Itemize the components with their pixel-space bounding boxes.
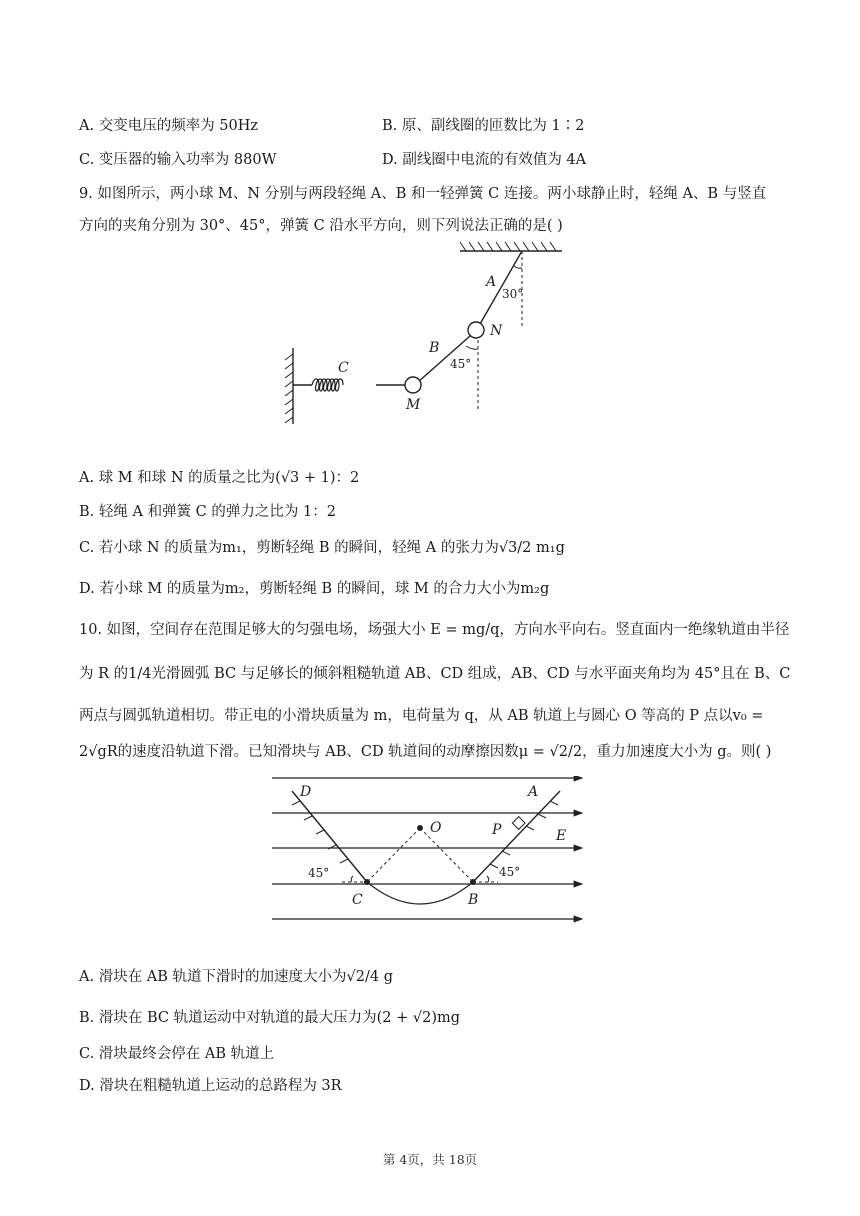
page-footer: 第 4页，共 18页 [382,1152,478,1167]
q10-angle-left: 45° [308,866,330,880]
q9-option-b: B. 轻绳 A 和弹簧 C 的弹力之比为 1：2 [79,504,336,520]
q9-label-b: B [429,340,440,356]
q10-label-e: E [556,828,567,844]
q9-stem-line1: 9. 如图所示，两小球 M、N 分别与两段轻绳 A、B 和一轻弹簧 C 连接。两小球静止时，轻绳 A、B 与竖直 [79,186,767,202]
q9-angle-45: 45° [450,357,472,371]
q10-option-c: C. 滑块最终会停在 AB 轨道上 [79,1046,275,1062]
q8-option-c: C. 变压器的输入功率为 880W [79,152,277,168]
q10-option-a: A. 滑块在 AB 轨道下滑时的加速度大小为√2/4 g [79,969,394,985]
q10-label-p: P [492,822,502,838]
q10-option-d: D. 滑块在粗糙轨道上运动的总路程为 3R [79,1078,342,1094]
q10-label-d: D [300,784,312,800]
q9-option-a: A. 球 M 和球 N 的质量之比为(√3 + 1)：2 [79,470,360,486]
q10-label-b: B [468,892,479,908]
q10-angle-right: 45° [499,865,521,879]
q8-option-b: B. 原、副线圈的匝数比为 1∶2 [382,118,585,134]
q10-stem-line3: 两点与圆弧轨道相切。带正电的小滑块质量为 m，电荷量为 q，从 AB 轨道上与圆心 O 等高的 P 点以v₀ = [79,708,764,724]
q8-option-a: A. 交变电压的频率为 50Hz [79,118,259,134]
q8-option-d: D. 副线圈中电流的有效值为 4A [382,152,587,168]
q10-stem-line1: 10. 如图，空间存在范围足够大的匀强电场，场强大小 E = mg/q，方向水平向右。竖直面内一绝缘轨道由半径 [79,622,790,638]
q10-stem-line2: 为 R 的1/4光滑圆弧 BC 与足够长的倾斜粗糙轨道 AB、CD 组成，AB、CD 与水平面夹角均为 45°且在 B、C [79,666,791,682]
q10-option-b: B. 滑块在 BC 轨道运动中对轨道的最大压力为(2 + √2)mg [79,1010,461,1026]
q9-option-c: C. 若小球 N 的质量为m₁，剪断轻绳 B 的瞬间，轻绳 A 的张力为√3/2 m₁g [79,540,565,556]
q9-label-n: N [490,323,503,339]
q9-label-c: C [338,360,349,376]
q10-label-c: C [352,892,363,908]
q9-stem-line2: 方向的夹角分别为 30°、45°，弹簧 C 沿水平方向，则下列说法正确的是( ) [79,218,563,234]
q9-figure [280,236,570,436]
q10-label-a: A [528,784,539,800]
q9-label-a: A [486,274,497,290]
q10-figure [270,776,590,928]
q10-stem-line4: 2√gR的速度沿轨道下滑。已知滑块与 AB、CD 轨道间的动摩擦因数μ = √2/2，重力加速度大小为 g。则( ) [79,744,772,760]
q10-label-o: O [430,820,442,836]
q9-option-d: D. 若小球 M 的质量为m₂，剪断轻绳 B 的瞬间，球 M 的合力大小为m₂g [79,581,550,597]
q9-angle-30: 30° [502,287,524,301]
q9-label-m: M [406,397,421,413]
